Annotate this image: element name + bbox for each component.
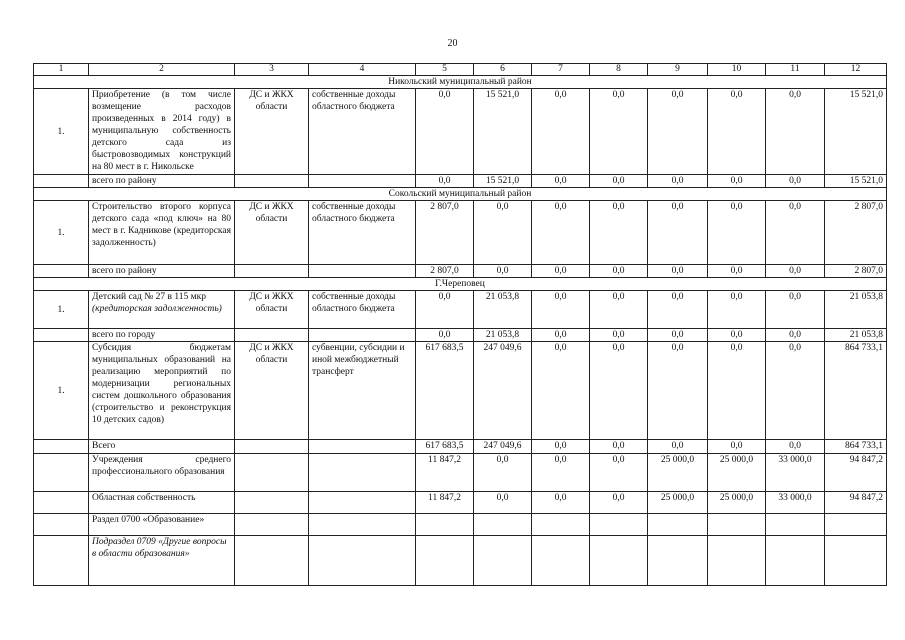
empty-cell bbox=[235, 265, 309, 278]
value-cell: 0,0 bbox=[766, 291, 825, 329]
value-cell: 0,0 bbox=[766, 265, 825, 278]
executor: ДС и ЖКХ области bbox=[235, 201, 309, 265]
value-cell: 0,0 bbox=[532, 454, 590, 492]
section-title: Сокольский муниципальный район bbox=[34, 188, 887, 201]
value-cell: 0,0 bbox=[708, 440, 766, 454]
value-cell: 0,0 bbox=[416, 291, 474, 329]
value-cell: 25 000,0 bbox=[648, 492, 708, 514]
value-cell: 2 807,0 bbox=[416, 265, 474, 278]
value-cell: 0,0 bbox=[590, 265, 648, 278]
table-row bbox=[34, 514, 887, 536]
header-cell: 12 bbox=[825, 64, 887, 76]
subtotal-row bbox=[34, 175, 887, 188]
value-cell: 0,0 bbox=[708, 175, 766, 188]
table-row bbox=[34, 492, 887, 514]
funding-source: собственные доходы областного бюджета bbox=[309, 89, 416, 175]
funding-source: собственные доходы областного бюджета bbox=[309, 201, 416, 265]
value-cell: 617 683,5 bbox=[416, 440, 474, 454]
table-row bbox=[34, 454, 887, 492]
value-cell: 2 807,0 bbox=[416, 201, 474, 265]
empty-cell bbox=[235, 440, 309, 454]
table-row bbox=[34, 291, 887, 329]
header-cell: 4 bbox=[309, 64, 416, 76]
empty-cell bbox=[309, 514, 416, 536]
value-cell: 0,0 bbox=[708, 291, 766, 329]
subtotal-label: всего по району bbox=[89, 175, 235, 188]
value-cell: 0,0 bbox=[648, 89, 708, 175]
value-cell: 0,0 bbox=[648, 201, 708, 265]
empty-cell bbox=[825, 514, 887, 536]
executor: ДС и ЖКХ области bbox=[235, 342, 309, 440]
budget-table bbox=[33, 63, 887, 586]
value-cell: 0,0 bbox=[766, 175, 825, 188]
value-cell: 25 000,0 bbox=[648, 454, 708, 492]
subtotal-label: всего по городу bbox=[89, 329, 235, 342]
value-cell: 0,0 bbox=[708, 201, 766, 265]
value-cell: 0,0 bbox=[590, 291, 648, 329]
value-cell: 15 521,0 bbox=[474, 175, 532, 188]
value-cell: 0,0 bbox=[532, 492, 590, 514]
value-cell: 0,0 bbox=[532, 291, 590, 329]
value-cell: 0,0 bbox=[532, 440, 590, 454]
empty-cell bbox=[309, 492, 416, 514]
empty-cell bbox=[309, 454, 416, 492]
header-cell: 8 bbox=[590, 64, 648, 76]
value-cell: 0,0 bbox=[532, 201, 590, 265]
measure-name: Учреждения среднего профессионального образования bbox=[89, 454, 235, 492]
value-cell: 0,0 bbox=[766, 342, 825, 440]
total-cell: 15 521,0 bbox=[825, 89, 887, 175]
value-cell: 0,0 bbox=[474, 454, 532, 492]
value-cell: 0,0 bbox=[590, 175, 648, 188]
table-row bbox=[34, 201, 887, 265]
measure-name-note: (кредиторская задолженность) bbox=[92, 304, 222, 314]
value-cell: 0,0 bbox=[648, 329, 708, 342]
header-row bbox=[34, 64, 887, 76]
empty-cell bbox=[34, 514, 89, 536]
empty-cell bbox=[590, 536, 648, 586]
value-cell: 0,0 bbox=[766, 89, 825, 175]
header-cell: 11 bbox=[766, 64, 825, 76]
row-number: 1. bbox=[34, 342, 89, 440]
empty-cell bbox=[708, 514, 766, 536]
value-cell: 0,0 bbox=[766, 329, 825, 342]
value-cell: 0,0 bbox=[708, 265, 766, 278]
empty-cell bbox=[309, 440, 416, 454]
value-cell: 247 049,6 bbox=[474, 440, 532, 454]
empty-cell bbox=[474, 536, 532, 586]
value-cell: 0,0 bbox=[416, 175, 474, 188]
value-cell: 21 053,8 bbox=[474, 291, 532, 329]
empty-cell bbox=[532, 514, 590, 536]
measure-name: Строительство второго корпуса детского сада «под ключ» на 80 мест в г. Кадникове (кредиторская задолженность) bbox=[89, 201, 235, 265]
empty-cell bbox=[309, 265, 416, 278]
measure-name: Областная собственность bbox=[89, 492, 235, 514]
empty-cell bbox=[766, 536, 825, 586]
value-cell: 0,0 bbox=[590, 201, 648, 265]
value-cell: 0,0 bbox=[532, 175, 590, 188]
funding-source: субвенции, субсидии и иной межбюджетный трансферт bbox=[309, 342, 416, 440]
empty-cell bbox=[235, 175, 309, 188]
executor: ДС и ЖКХ области bbox=[235, 89, 309, 175]
total-cell: 94 847,2 bbox=[825, 492, 887, 514]
empty-cell bbox=[309, 175, 416, 188]
section-title: Никольский муниципальный район bbox=[34, 76, 887, 89]
subtotal-row bbox=[34, 329, 887, 342]
empty-cell bbox=[309, 536, 416, 586]
subtotal-label: Всего bbox=[89, 440, 235, 454]
value-cell: 247 049,6 bbox=[474, 342, 532, 440]
total-cell: 94 847,2 bbox=[825, 454, 887, 492]
empty-cell bbox=[34, 175, 89, 188]
value-cell: 0,0 bbox=[590, 329, 648, 342]
value-cell: 0,0 bbox=[708, 329, 766, 342]
value-cell: 0,0 bbox=[590, 342, 648, 440]
empty-cell bbox=[235, 536, 309, 586]
empty-cell bbox=[708, 536, 766, 586]
value-cell: 0,0 bbox=[532, 342, 590, 440]
empty-cell bbox=[590, 514, 648, 536]
value-cell: 0,0 bbox=[416, 89, 474, 175]
measure-name-main: Детский сад № 27 в 115 мкр bbox=[92, 292, 207, 302]
value-cell: 0,0 bbox=[766, 440, 825, 454]
total-cell: 2 807,0 bbox=[825, 265, 887, 278]
section-title: Г.Череповец bbox=[34, 278, 887, 291]
value-cell: 0,0 bbox=[590, 440, 648, 454]
value-cell: 0,0 bbox=[532, 265, 590, 278]
value-cell: 0,0 bbox=[416, 329, 474, 342]
value-cell: 33 000,0 bbox=[766, 492, 825, 514]
empty-cell bbox=[474, 514, 532, 536]
empty-cell bbox=[648, 536, 708, 586]
empty-cell bbox=[34, 492, 89, 514]
empty-cell bbox=[235, 492, 309, 514]
value-cell: 0,0 bbox=[648, 265, 708, 278]
measure-name bbox=[89, 291, 235, 329]
row-number: 1. bbox=[34, 201, 89, 265]
empty-cell bbox=[34, 440, 89, 454]
empty-cell bbox=[416, 514, 474, 536]
funding-source: собственные доходы областного бюджета bbox=[309, 291, 416, 329]
value-cell: 0,0 bbox=[532, 89, 590, 175]
value-cell: 15 521,0 bbox=[474, 89, 532, 175]
value-cell: 0,0 bbox=[708, 89, 766, 175]
empty-cell bbox=[825, 536, 887, 586]
executor: ДС и ЖКХ области bbox=[235, 291, 309, 329]
header-cell: 6 bbox=[474, 64, 532, 76]
table-row bbox=[34, 89, 887, 175]
header-cell: 9 bbox=[648, 64, 708, 76]
value-cell: 21 053,8 bbox=[474, 329, 532, 342]
empty-cell bbox=[766, 514, 825, 536]
empty-cell bbox=[309, 329, 416, 342]
empty-cell bbox=[416, 536, 474, 586]
value-cell: 0,0 bbox=[708, 342, 766, 440]
value-cell: 0,0 bbox=[474, 265, 532, 278]
value-cell: 0,0 bbox=[648, 291, 708, 329]
value-cell: 0,0 bbox=[532, 329, 590, 342]
section-heading: Раздел 0700 «Образование» bbox=[89, 514, 235, 536]
header-cell: 3 bbox=[235, 64, 309, 76]
value-cell: 25 000,0 bbox=[708, 492, 766, 514]
table-row bbox=[34, 342, 887, 440]
empty-cell bbox=[648, 514, 708, 536]
subtotal-row bbox=[34, 265, 887, 278]
value-cell: 0,0 bbox=[766, 201, 825, 265]
value-cell: 0,0 bbox=[648, 440, 708, 454]
empty-cell bbox=[34, 329, 89, 342]
header-cell: 7 bbox=[532, 64, 590, 76]
value-cell: 0,0 bbox=[648, 342, 708, 440]
value-cell: 0,0 bbox=[474, 201, 532, 265]
empty-cell bbox=[34, 454, 89, 492]
total-cell: 15 521,0 bbox=[825, 175, 887, 188]
header-cell: 2 bbox=[89, 64, 235, 76]
value-cell: 25 000,0 bbox=[708, 454, 766, 492]
empty-cell bbox=[235, 329, 309, 342]
value-cell: 0,0 bbox=[648, 175, 708, 188]
section-row bbox=[34, 76, 887, 89]
header-cell: 5 bbox=[416, 64, 474, 76]
value-cell: 11 847,2 bbox=[416, 492, 474, 514]
total-cell: 21 053,8 bbox=[825, 291, 887, 329]
measure-name: Субсидия бюджетам муниципальных образований на реализацию мероприятий по модернизации региональных систем дошкольного образования (строительство и реконструкция 10 детских садов) bbox=[89, 342, 235, 440]
total-cell: 2 807,0 bbox=[825, 201, 887, 265]
section-row bbox=[34, 188, 887, 201]
row-number: 1. bbox=[34, 291, 89, 329]
empty-cell bbox=[235, 454, 309, 492]
empty-cell bbox=[34, 536, 89, 586]
section-row bbox=[34, 278, 887, 291]
row-number: 1. bbox=[34, 89, 89, 175]
header-cell: 1 bbox=[34, 64, 89, 76]
empty-cell bbox=[34, 265, 89, 278]
value-cell: 617 683,5 bbox=[416, 342, 474, 440]
value-cell: 11 847,2 bbox=[416, 454, 474, 492]
page-number: 20 bbox=[447, 38, 458, 49]
subtotal-label: всего по району bbox=[89, 265, 235, 278]
total-cell: 21 053,8 bbox=[825, 329, 887, 342]
subtotal-row bbox=[34, 440, 887, 454]
total-cell: 864 733,1 bbox=[825, 440, 887, 454]
empty-cell bbox=[532, 536, 590, 586]
header-cell: 10 bbox=[708, 64, 766, 76]
table-row bbox=[34, 536, 887, 586]
empty-cell bbox=[235, 514, 309, 536]
value-cell: 0,0 bbox=[474, 492, 532, 514]
measure-name: Приобретение (в том числе возмещение расходов произведенных в 2014 году) в муниципальную собственность детского сада из быстровозводимых конструкций на 80 мест в г. Никольске bbox=[89, 89, 235, 175]
subsection-heading: Подраздел 0709 «Другие вопросы в области образования» bbox=[89, 536, 235, 586]
value-cell: 0,0 bbox=[590, 89, 648, 175]
total-cell: 864 733,1 bbox=[825, 342, 887, 440]
value-cell: 0,0 bbox=[590, 492, 648, 514]
value-cell: 33 000,0 bbox=[766, 454, 825, 492]
value-cell: 0,0 bbox=[590, 454, 648, 492]
